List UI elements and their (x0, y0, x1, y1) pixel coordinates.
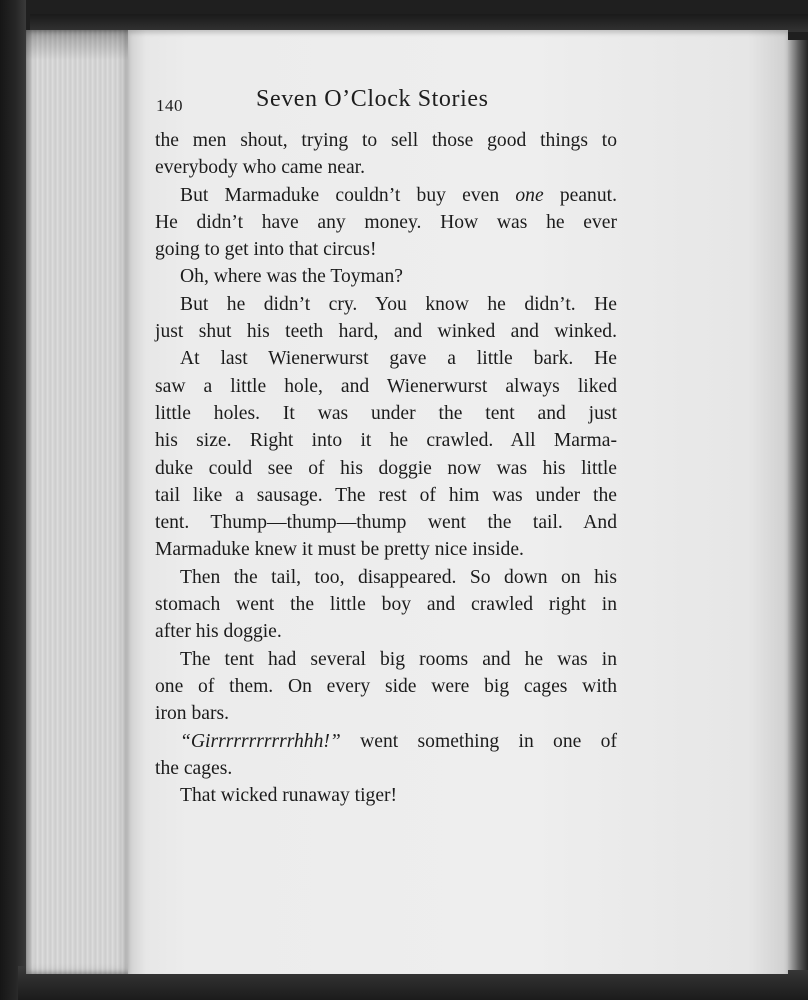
page-stack-edge (26, 30, 132, 974)
text-line: iron bars. (155, 703, 230, 725)
text-line: saw a little hole, and Wienerwurst always liked (155, 375, 617, 397)
page-gutter-shadow (788, 40, 808, 970)
text-line: At last Wienerwurst gave a little bark. He (180, 348, 617, 370)
text-line: going to get into that circus! (155, 239, 377, 261)
text-line: stomach went the little boy and crawled right in (155, 594, 617, 616)
text-line-part: went something in one of (340, 730, 617, 752)
text-line: the cages. (155, 757, 233, 779)
page-number: 140 (156, 96, 183, 115)
text-line: one of them. On every side were big cages with (155, 675, 617, 697)
text-line: his size. Right into it he crawled. All Marma- (155, 430, 617, 452)
text-line-part: But Marmaduke couldn’t buy even (180, 184, 516, 206)
text-line: after his doggie. (155, 621, 282, 643)
running-head (156, 86, 628, 120)
text-line: Marmaduke knew it must be pretty nice inside. (155, 539, 524, 561)
text-line-italic-mixed (155, 728, 617, 755)
body-text (155, 127, 617, 809)
text-line: tent. Thump—thump—thump went the tail. And (155, 512, 617, 534)
text-line: everybody who came near. (155, 157, 366, 179)
emphasis-word: one (515, 184, 544, 206)
text-line: But he didn’t cry. You know he didn’t. He (180, 293, 617, 315)
emphasis-word: “Girrrrrrrrrrrhhh!” (180, 730, 341, 752)
book-title: Seven O’Clock Stories (256, 86, 489, 112)
text-line: tail like a sausage. The rest of him was under the (155, 484, 617, 506)
text-line-part: peanut. (543, 184, 617, 206)
text-line: Then the tail, too, disappeared. So down on his (180, 566, 617, 588)
text-line: The tent had several big rooms and he was in (180, 648, 617, 670)
text-line: duke could see of his doggie now was his little (155, 457, 617, 479)
text-line: Oh, where was the Toyman? (180, 266, 403, 288)
text-line-italic-mixed (155, 182, 617, 209)
text-line: little holes. It was under the tent and just (155, 402, 617, 424)
text-line: the men shout, trying to sell those good things to (155, 130, 617, 151)
text-line: just shut his teeth hard, and winked and winked. (155, 321, 617, 343)
book-cover-left (0, 0, 26, 1000)
text-line: That wicked runaway tiger! (180, 785, 398, 807)
text-line: He didn’t have any money. How was he ever (155, 211, 617, 233)
